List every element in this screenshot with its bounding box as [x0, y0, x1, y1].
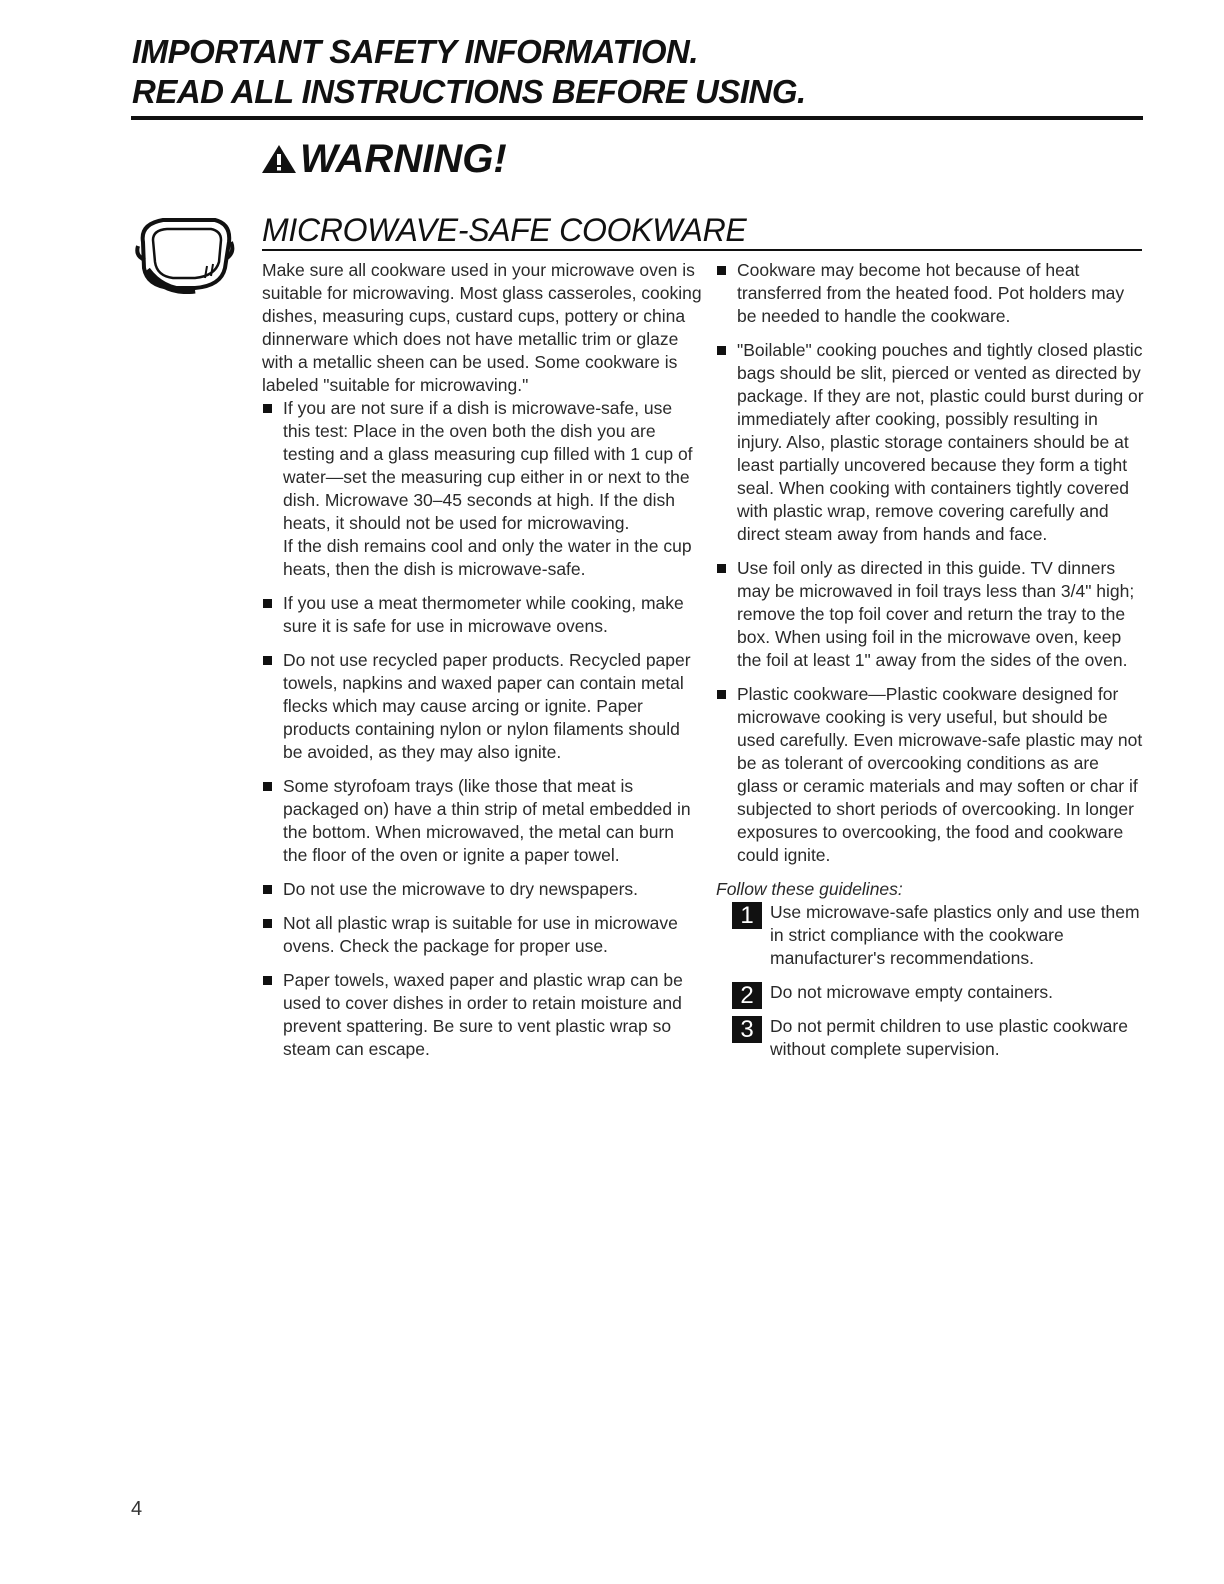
bullet-square-icon [263, 919, 272, 928]
list-item [262, 878, 702, 901]
list-item [262, 969, 702, 1061]
guideline-item [716, 901, 1144, 970]
guideline-text: Use microwave-safe plastics only and use them in strict compliance with the cookware manufacturer's recommendations. [770, 902, 1140, 968]
list-item [262, 649, 702, 764]
list-item-text: Cookware may become hot because of heat transferred from the heated food. Pot holders may be needed to handle the cookware. [737, 260, 1125, 326]
list-item-text: If you use a meat thermometer while cooking, make sure it is safe for use in microwave ovens. [283, 593, 684, 636]
list-item [262, 397, 702, 581]
bullet-square-icon [717, 266, 726, 275]
list-item-text: Do not use the microwave to dry newspapers. [283, 879, 639, 899]
list-item-text: Some styrofoam trays (like those that meat is packaged on) have a thin strip of metal embedded in the bottom. When microwaved, the metal can burn the floor of the oven or ignite a paper towel. [283, 776, 691, 865]
list-item [716, 557, 1144, 672]
list-item-subtext: If the dish remains cool and only the water in the cup heats, then the dish is microwave-safe. [283, 536, 692, 579]
header-line-1: IMPORTANT SAFETY INFORMATION. [132, 33, 699, 70]
warning-label: WARNING! [300, 137, 507, 181]
bullet-square-icon [263, 782, 272, 791]
casserole-dish-icon [135, 212, 235, 294]
list-item-text: If you are not sure if a dish is microwave-safe, use this test: Place in the oven both the dish you are testing and a glass measuring cup filled with 1 cup of water—set the measuring cup either in or next to the dish. Microwave 30–45 seconds at high. If the dish heats, it should not be used for microwaving. [283, 398, 693, 533]
list-item [262, 592, 702, 638]
bullet-square-icon [263, 976, 272, 985]
list-item [716, 683, 1144, 867]
section-title: MICROWAVE-SAFE COOKWARE [262, 212, 747, 248]
bullet-square-icon [263, 656, 272, 665]
list-item-text: Plastic cookware—Plastic cookware designed for microwave cooking is very useful, but should be used carefully. Even microwave-safe plastic may not be as tolerant of overcooking conditions as are glass or ceramic materials and may soften or char if subjected to short periods of overcooking. In longer exposures to overcooking, the food and cookware could ignite. [737, 684, 1143, 865]
list-item-text: Do not use recycled paper products. Recycled paper towels, napkins and waxed paper can contain metal flecks which may cause arcing or ignite. Paper products containing nylon or nylon filaments should be avoided, as they may also ignite. [283, 650, 691, 762]
right-column [716, 259, 1144, 1072]
bullet-square-icon [717, 564, 726, 573]
header-line-2: READ ALL INSTRUCTIONS BEFORE USING. [132, 73, 806, 110]
warning-heading [260, 135, 507, 183]
number-badge: 1 [732, 902, 762, 929]
bullet-square-icon [263, 885, 272, 894]
list-item [716, 339, 1144, 546]
list-item-text: Use foil only as directed in this guide. TV dinners may be microwaved in foil trays less than 3/4" high; remove the top foil cover and return the tray to the box. When using foil in the microwave oven, keep the foil at least 1" away from the sides of the oven. [737, 558, 1135, 670]
guidelines-caption: Follow these guidelines: [716, 879, 903, 899]
intro-paragraph: Make sure all cookware used in your microwave oven is suitable for microwaving. Most glass casseroles, cooking dishes, measuring cups, custard cups, pottery or china dinnerware which does not have metallic trim or glaze with a metallic sheen can be used. Some cookware is labeled "suitable for microwaving." [262, 260, 702, 395]
header-rule [131, 116, 1143, 120]
list-item-text: Not all plastic wrap is suitable for use in microwave ovens. Check the package for proper use. [283, 913, 678, 956]
list-item [716, 259, 1144, 328]
bullet-square-icon [717, 346, 726, 355]
list-item [262, 775, 702, 867]
warning-triangle-icon [260, 143, 298, 175]
list-item-text: Paper towels, waxed paper and plastic wrap can be used to cover dishes in order to retain moisture and prevent spattering. Be sure to vent plastic wrap so steam can escape. [283, 970, 683, 1059]
guideline-text: Do not microwave empty containers. [770, 982, 1054, 1002]
list-item [262, 912, 702, 958]
number-badge: 3 [732, 1016, 762, 1043]
page-header [132, 32, 806, 112]
number-badge: 2 [732, 982, 762, 1009]
guideline-item [716, 981, 1144, 1009]
list-item-text: "Boilable" cooking pouches and tightly closed plastic bags should be slit, pierced or vented as directed by package. If they are not, plastic could burst during or immediately after cooking, possibly resulting in injury. Also, plastic storage containers should be at least partially uncovered because they form a tight seal. When cooking with containers tightly covered with plastic wrap, remove covering carefully and direct steam away from hands and face. [737, 340, 1144, 544]
bullet-square-icon [263, 404, 272, 413]
bullet-square-icon [263, 599, 272, 608]
page-number: 4 [131, 1498, 143, 1520]
guideline-text: Do not permit children to use plastic cookware without complete supervision. [770, 1016, 1128, 1059]
guideline-item [716, 1015, 1144, 1061]
bullet-square-icon [717, 690, 726, 699]
section-rule [262, 249, 1142, 251]
left-column [262, 259, 702, 1072]
